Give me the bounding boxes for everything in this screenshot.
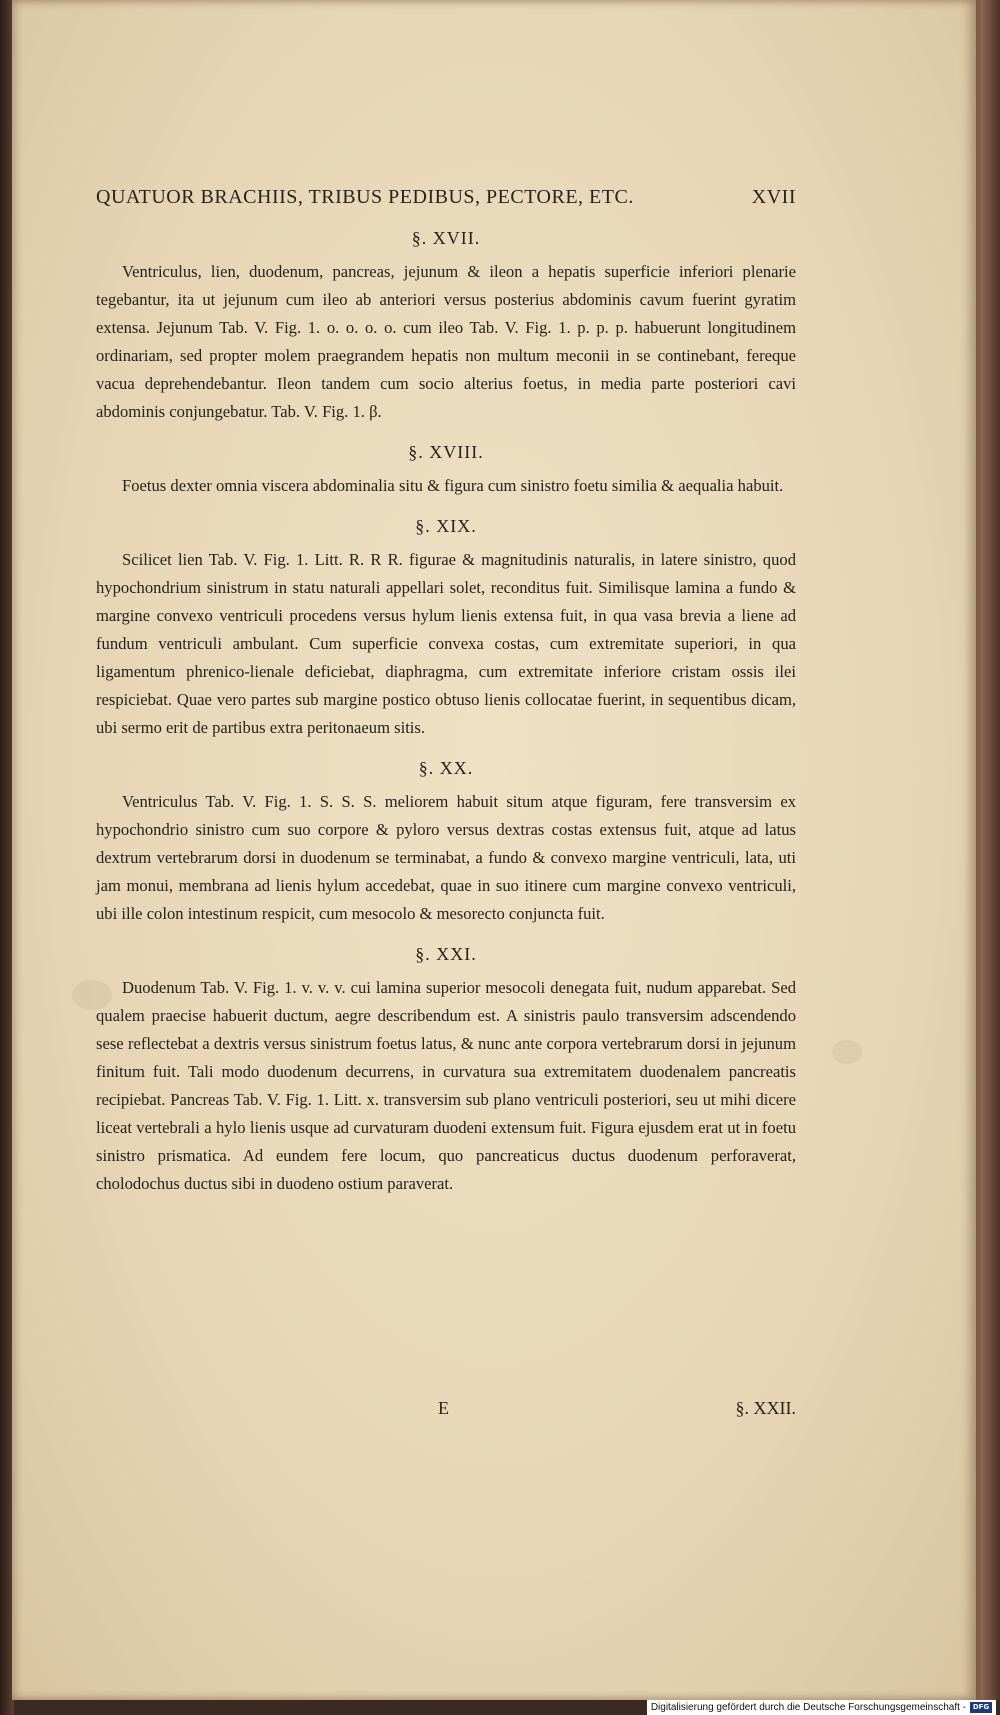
section-paragraph: Scilicet lien Tab. V. Fig. 1. Litt. R. R R. figurae & magnitudinis naturalis, in latere sinistro, quod hypochondrium sinistrum in statu naturali appellari solet, reconditus fuit. Similisque lamina a fundo & margine convexo ventriculi procedens versus hylum lienis extensa fuit, in qua vasa brevia a liene ad fundum ventriculi ambulant. Cum superficie convexa costas, cum extremitate superiori, in qua ligamentum phrenico-lienale deficiebat, diaphragma, cum extremitate inferiore cristam ossis ilei respiciebat. Quae vero partes sub margine postico obtuso lienis collocatae fuerint, in sequentibus dicam, ubi sermo erit de partibus extra peritonaeum sitis. — [96, 550, 796, 737]
paper-stain — [832, 1040, 862, 1064]
section — [96, 756, 796, 928]
section-heading: §. XVII. — [411, 228, 481, 248]
section-heading: §. XXI. — [415, 944, 477, 964]
digitization-credit — [647, 1700, 996, 1715]
section-heading: §. XX. — [418, 758, 474, 778]
section — [96, 440, 796, 500]
section — [96, 226, 796, 426]
section — [96, 514, 796, 742]
signature-mark: E — [438, 1398, 449, 1418]
section-heading: §. XVIII. — [408, 442, 484, 462]
body-text — [96, 226, 796, 1212]
section — [96, 942, 796, 1198]
section-paragraph: Foetus dexter omnia viscera abdominalia situ & figura cum sinistro foetu similia & aequalia habuit. — [122, 476, 784, 495]
credit-text: Digitalisierung gefördert durch die Deutsche Forschungsgemeinschaft - — [650, 1702, 966, 1713]
section-paragraph: Ventriculus, lien, duodenum, pancreas, jejunum & ileon a hepatis superficie inferiori plenarie tegebantur, ita ut jejunum cum ileo ab anteriori versus posterius abdominis cavum fuerint gyratim extensa. Jejunum Tab. V. Fig. 1. o. o. o. o. cum ileo Tab. V. Fig. 1. p. p. p. habuerunt longitudinem ordinariam, sed propter molem praegrandem hepatis non multum meconii in se continebant, fereque vacua deprehendebantur. Ileon tandem cum socio alterius foetus, in media parte posteriori cavi abdominis conjungebatur. Tab. V. Fig. 1. β. — [96, 262, 796, 421]
dfg-logo-icon: DFG — [970, 1702, 992, 1713]
running-title: QUATUOR BRACHIIS, TRIBUS PEDIBUS, PECTORE, ETC. — [96, 186, 634, 208]
page-number: XVII — [751, 186, 796, 208]
section-paragraph: Duodenum Tab. V. Fig. 1. v. v. v. cui lamina superior mesocoli denegata fuit, nudum apparebat. Sed qualem praecise habuerit ductum, aegre describendum est. A sinistris paulo transversim adscendendo sese reflectebat a dextris versus sinistrum foetus latus, & nunc ante corpora vertebrarum dorsi in jejunum finitum fuit. Tali modo duodenum decurrens, in curvatura sua extremitatem duodenalem pancreatis recipiebat. Pancreas Tab. V. Fig. 1. Litt. x. transversim sub plano ventriculi posteriori, seu ut mihi dicere liceat vertebrali a hylo lienis usque ad curvaturam duodeni extensum fuit. Figura ejusdem erat ut in foetu sinistro prismatica. Ad eundem fere locum, quo pancreaticus ductus duodenum perforaverat, cholodochus ductus sibi in duodeno ostium paraverat. — [96, 978, 796, 1193]
page-footer — [96, 1398, 796, 1428]
catchword: §. XXII. — [735, 1398, 796, 1418]
running-header — [96, 186, 796, 209]
section-heading: §. XIX. — [415, 516, 477, 536]
section-paragraph: Ventriculus Tab. V. Fig. 1. S. S. S. meliorem habuit situm atque figuram, fere transversim ex hypochondrio sinistro cum suo corpore & pyloro versus dextras costas extensus fuit, atque ad latus dextrum vertebrarum dorsi in duodenum se terminabat, a fundo & convexo margine ventriculi, lata, uti jam monui, membrana ad lienis hylum accedebat, quae in suo itinere cum margine convexo ventriculi, ubi ille colon intestinum respicit, cum mesocolo & mesorecto conjuncta fuit. — [96, 792, 796, 923]
